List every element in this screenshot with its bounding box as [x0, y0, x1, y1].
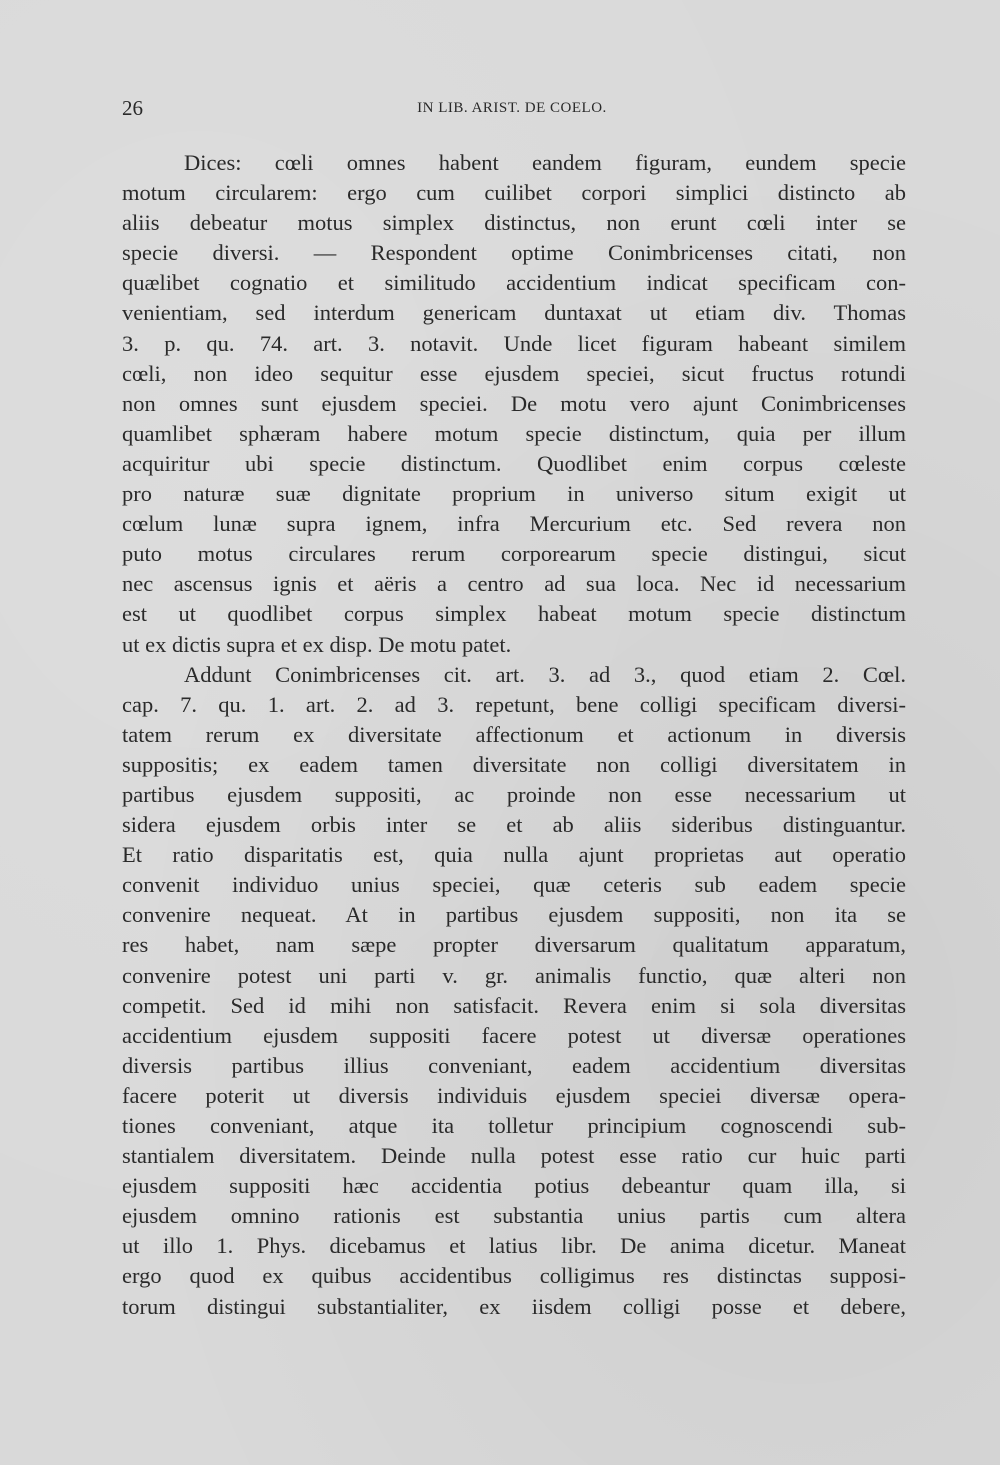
text-line: competit. Sed id mihi non satisfacit. Revera enim si sola diversitas — [122, 992, 906, 1018]
text-line: ejusdem suppositi hæc accidentia potius debeantur quam illa, si — [122, 1173, 906, 1199]
text-line: diversis partibus illius conveniant, eadem accidentium diversitas — [122, 1052, 906, 1078]
body-text — [122, 148, 906, 1322]
text-line: cœli, non ideo sequitur esse ejusdem speciei, sicut fructus rotundi — [122, 360, 906, 386]
text-line: pro naturæ suæ dignitate proprium in universo situm exigit ut — [122, 481, 906, 507]
text-line: res habet, nam sæpe propter diversarum qualitatum apparatum, — [122, 932, 906, 958]
text-line: 3. p. qu. 74. art. 3. notavit. Unde licet figuram habeant similem — [122, 330, 906, 356]
text-line: ut illo 1. Phys. dicebamus et latius libr. De anima dicetur. Maneat — [122, 1233, 906, 1259]
text-line: ut ex dictis supra et ex disp. De motu patet. — [122, 631, 512, 657]
text-line: non omnes sunt ejusdem speciei. De motu vero ajunt Conimbricenses — [122, 390, 906, 416]
text-line: convenit individuo unius speciei, quæ ceteris sub eadem specie — [122, 872, 906, 898]
text-line: quamlibet sphæram habere motum specie distinctum, quia per illum — [122, 420, 906, 446]
text-line: Et ratio disparitatis est, quia nulla ajunt proprietas aut operatio — [122, 842, 906, 868]
text-line: partibus ejusdem suppositi, ac proinde non esse necessarium ut — [122, 781, 906, 807]
text-line: puto motus circulares rerum corporearum specie distingui, sicut — [122, 541, 906, 567]
text-line: est ut quodlibet corpus simplex habeat motum specie distinctum — [122, 601, 906, 627]
text-line: specie diversi. — Respondent optime Conimbricenses citati, non — [122, 240, 906, 266]
text-line: ejusdem omnino rationis est substantia unius partis cum altera — [122, 1203, 906, 1229]
running-head — [122, 96, 902, 120]
text-line: Dices: cœli omnes habent eandem figuram, eundem specie — [184, 150, 906, 175]
text-line: tiones conveniant, atque ita tolletur principium cognoscendi sub- — [122, 1113, 906, 1138]
text-line: facere poterit ut diversis individuis ejusdem speciei diversæ opera- — [122, 1082, 906, 1108]
text-line: acquiritur ubi specie distinctum. Quodlibet enim corpus cœleste — [122, 450, 906, 476]
text-line: stantialem diversitatem. Deinde nulla potest esse ratio cur huic parti — [122, 1143, 906, 1169]
text-line: accidentium ejusdem suppositi facere potest ut diversæ operationes — [122, 1022, 906, 1048]
text-line: suppositis; ex eadem tamen diversitate non colligi diversitatem in — [122, 751, 906, 777]
text-line: convenire potest uni parti v. gr. animalis functio, quæ alteri non — [122, 962, 906, 988]
text-line: ergo quod ex quibus accidentibus colligimus res distinctas supposi- — [122, 1263, 906, 1289]
running-title: IN LIB. ARIST. DE COELO. — [417, 100, 607, 116]
text-line: motum circularem: ergo cum cuilibet corpori simplici distincto ab — [122, 180, 906, 206]
text-line: venientiam, sed interdum genericam duntaxat ut etiam div. Thomas — [122, 300, 906, 326]
text-line: convenire nequeat. At in partibus ejusdem suppositi, non ita se — [122, 902, 906, 928]
page-number: 26 — [122, 96, 143, 120]
text-line: aliis debeatur motus simplex distinctus, non erunt cœli inter se — [122, 210, 906, 236]
text-line: sidera ejusdem orbis inter se et ab aliis sideribus distinguantur. — [122, 812, 906, 838]
text-line: quælibet cognatio et similitudo accidentium indicat specificam con- — [122, 270, 906, 296]
text-line: Addunt Conimbricenses cit. art. 3. ad 3., quod etiam 2. Cœl. — [184, 661, 906, 687]
text-line: cap. 7. qu. 1. art. 2. ad 3. repetunt, bene colligi specificam diversi- — [122, 691, 906, 717]
text-line: cœlum lunæ supra ignem, infra Mercurium etc. Sed revera non — [122, 511, 906, 537]
text-line: torum distingui substantialiter, ex iisdem colligi posse et debere, — [122, 1293, 906, 1319]
text-line: nec ascensus ignis et aëris a centro ad sua loca. Nec id necessarium — [122, 571, 906, 597]
text-line: tatem rerum ex diversitate affectionum et actionum in diversis — [122, 721, 906, 747]
